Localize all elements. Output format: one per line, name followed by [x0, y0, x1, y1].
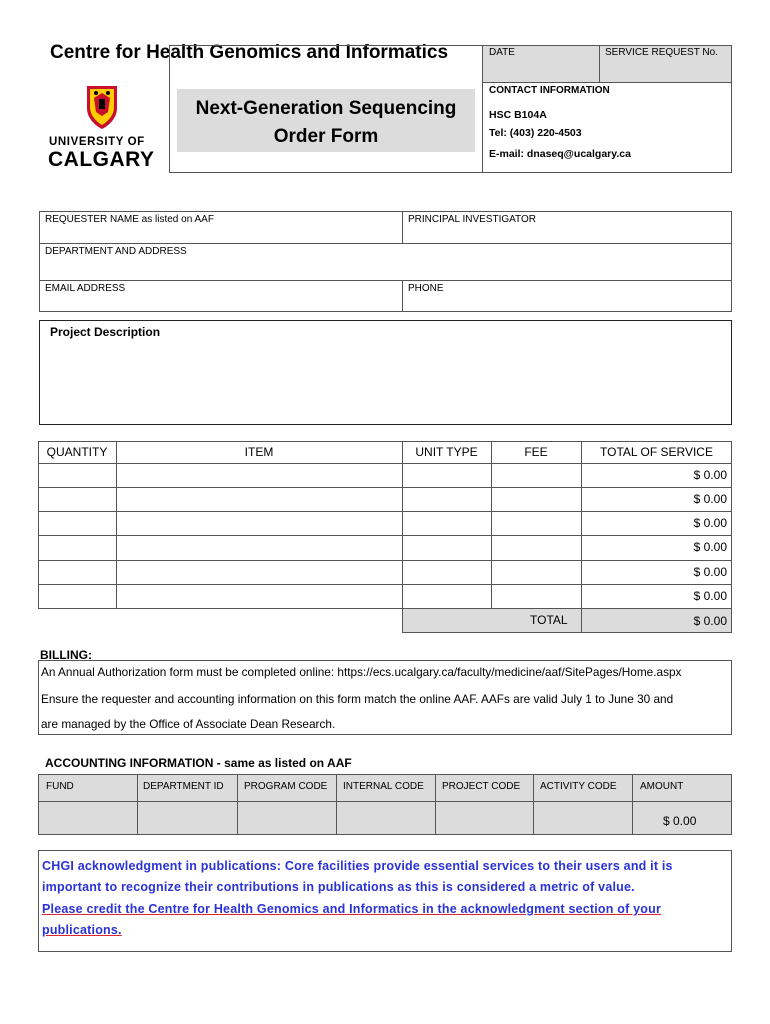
requester-name-input[interactable] — [42, 226, 401, 243]
phone-label: PHONE — [408, 283, 444, 294]
acc-fund-label: FUND — [46, 781, 74, 792]
phone-input[interactable] — [405, 295, 732, 312]
contact-email: E-mail: dnaseq@ucalgary.ca — [489, 148, 631, 160]
acc-project-code-label: PROJECT CODE — [442, 781, 521, 792]
row-total: $ 0.00 — [693, 540, 727, 554]
accounting-heading: ACCOUNTING INFORMATION - same as listed on AAF — [45, 756, 352, 770]
pi-label: PRINCIPAL INVESTIGATOR — [408, 214, 536, 225]
col-quantity: QUANTITY — [46, 445, 108, 459]
row-total: $ 0.00 — [693, 468, 727, 482]
form-title-line1: Next-Generation Sequencing — [195, 98, 457, 119]
form-title-box — [177, 89, 475, 152]
contact-room: HSC B104A — [489, 109, 547, 121]
org-title: Centre for Health Genomics and Informatics — [50, 42, 449, 63]
total-value: $ 0.00 — [693, 614, 727, 628]
col-item: ITEM — [244, 445, 274, 459]
acc-internal-code-label: INTERNAL CODE — [343, 781, 424, 792]
row-total: $ 0.00 — [693, 589, 727, 603]
total-label: TOTAL — [530, 613, 568, 627]
service-request-label: SERVICE REQUEST No. — [605, 47, 718, 58]
acc-department-id-label: DEPARTMENT ID — [143, 781, 224, 792]
project-description-label: Project Description — [50, 325, 161, 339]
internal-code-input[interactable] — [338, 803, 437, 835]
university-crest-icon — [84, 84, 120, 130]
logo-text-line2: CALGARY — [48, 148, 155, 171]
ack-credit-link-line2[interactable]: publications. — [42, 923, 122, 937]
quantity-input[interactable] — [40, 465, 118, 487]
requester-name-label: REQUESTER NAME as listed on AAF — [45, 214, 214, 225]
col-fee: FEE — [524, 445, 548, 459]
billing-line2: Ensure the requester and accounting information on this form match the online AAF. AAFs are valid July 1 to June 30 and — [41, 692, 674, 706]
unit-type-input[interactable] — [404, 465, 493, 487]
acc-amount-label: AMOUNT — [640, 781, 684, 792]
acc-activity-code-label: ACTIVITY CODE — [540, 781, 617, 792]
contact-label: CONTACT INFORMATION — [489, 85, 610, 96]
acc-program-code-label: PROGRAM CODE — [244, 781, 328, 792]
contact-tel: Tel: (403) 220-4503 — [489, 127, 582, 139]
item-input[interactable] — [118, 465, 404, 487]
row-total: $ 0.00 — [693, 492, 727, 506]
form-title-line2: Order Form — [273, 126, 379, 147]
logo-text-line1: UNIVERSITY OF — [49, 136, 145, 148]
col-unit-type: UNIT TYPE — [415, 445, 478, 459]
billing-heading: BILLING: — [40, 648, 92, 662]
ack-line2: important to recognize their contributions in publications as this is considered a metric of value. — [42, 880, 635, 894]
date-label: DATE — [489, 47, 515, 58]
row-total: $ 0.00 — [693, 516, 727, 530]
department-id-input[interactable] — [139, 803, 239, 835]
university-logo — [46, 84, 161, 174]
acc-amount-value: $ 0.00 — [663, 814, 697, 828]
email-input[interactable] — [42, 295, 401, 312]
fund-input[interactable] — [40, 803, 139, 835]
activity-code-input[interactable] — [535, 803, 634, 835]
ack-credit-link-line1[interactable]: Please credit the Centre for Health Genomics and Informatics in the acknowledgment section of your — [42, 902, 662, 916]
dept-input[interactable] — [42, 259, 731, 279]
row-total: $ 0.00 — [693, 565, 727, 579]
billing-line1: An Annual Authorization form must be completed online: https://ecs.ucalgary.ca/faculty/medicine/aaf/SitePages/Home.aspx — [41, 665, 682, 679]
dept-label: DEPARTMENT AND ADDRESS — [45, 246, 187, 257]
email-label: EMAIL ADDRESS — [45, 283, 126, 294]
ack-line1: CHGI acknowledgment in publications: Core facilities provide essential services to their users and it is — [42, 859, 673, 873]
col-total-of-service: TOTAL OF SERVICE — [600, 445, 713, 459]
project-code-input[interactable] — [437, 803, 535, 835]
billing-line3: are managed by the Office of Associate Dean Research. — [41, 717, 336, 731]
program-code-input[interactable] — [239, 803, 338, 835]
pi-input[interactable] — [405, 226, 732, 243]
fee-input[interactable] — [493, 465, 583, 487]
